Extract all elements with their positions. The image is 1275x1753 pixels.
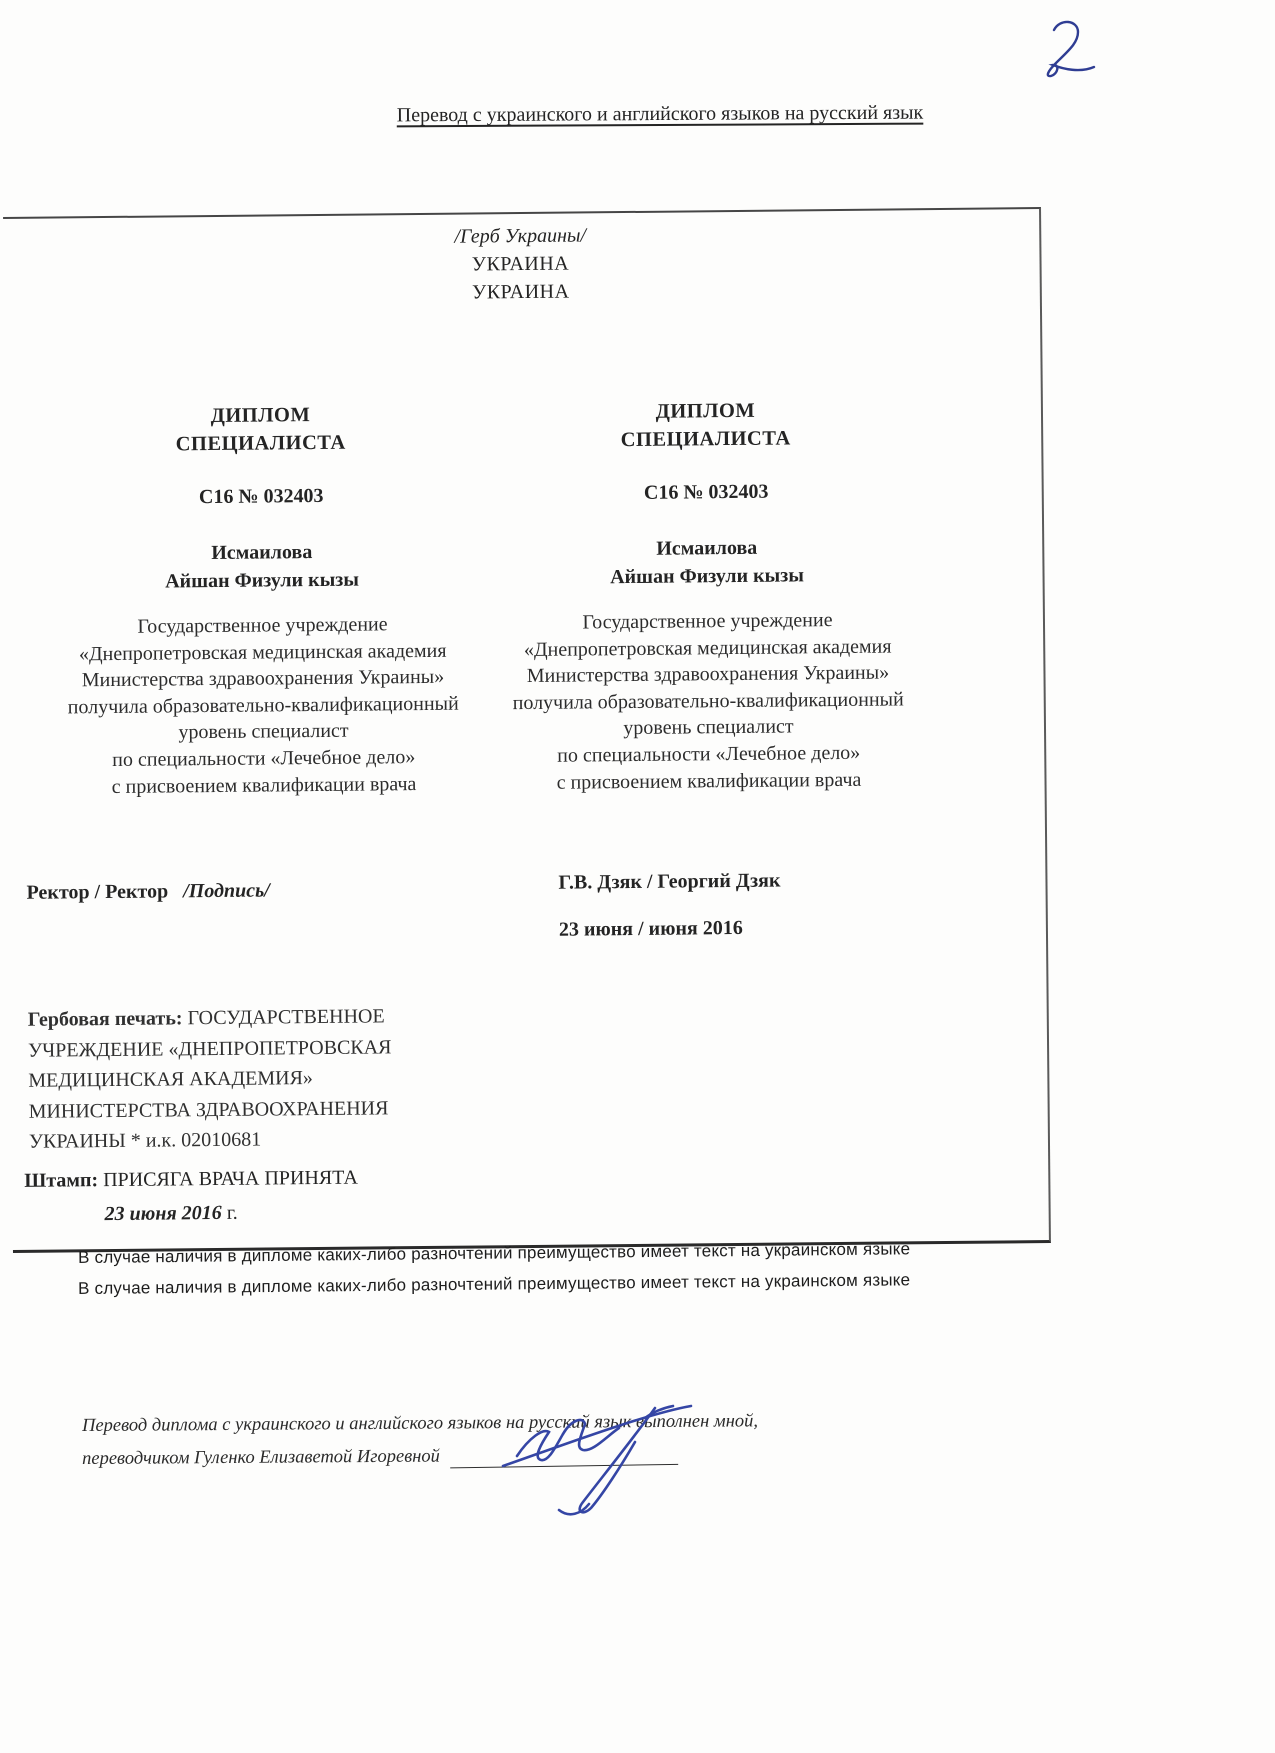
diploma-title-left <box>28 399 494 459</box>
discrepancy-note-1: В случае наличия в дипломе каких-либо разночтений преимущество имеет текст на украинском языке <box>78 1239 911 1267</box>
seal-line-3: МЕДИЦИНСКАЯ АКАДЕМИЯ» <box>28 1067 313 1092</box>
body-line: «Днепропетровская медицинская академия <box>78 639 447 665</box>
translation-direction-text: Перевод с украинского и английского языков на русский язык <box>396 101 924 127</box>
body-line: «Днепропетровская медицинская академия <box>523 635 892 661</box>
holder-name-right <box>474 532 940 592</box>
seal-line-2: УЧРЕЖДЕНИЕ «ДНЕПРОПЕТРОВСКАЯ <box>27 1035 392 1062</box>
diploma-body-left <box>30 610 497 801</box>
holder-surname: Исмаилова <box>656 536 758 560</box>
holder-name-left <box>29 536 495 596</box>
body-line: по специальности «Лечебное дело» <box>557 741 861 767</box>
translator-statement-line-1: Перевод диплома с украинского и английского языков на русский язык выполнен мной, <box>82 1411 759 1436</box>
rector-label: Ректор / Ректор <box>26 880 169 904</box>
rector-name-line: Г.В. Дзяк / Георгий Дзяк <box>558 869 781 894</box>
body-line: с присвоением квалификации врача <box>556 768 862 794</box>
seal-transcription <box>28 1000 479 1157</box>
body-line: по специальности «Лечебное дело» <box>112 746 416 771</box>
signature-rule-line <box>450 1448 678 1469</box>
stamp-date-suffix: г. <box>226 1201 238 1224</box>
stamp-text: ПРИСЯГА ВРАЧА ПРИНЯТА <box>103 1166 358 1192</box>
stamp-transcription <box>24 1167 358 1193</box>
seal-line-5: УКРАИНЫ * и.к. 02010681 <box>28 1128 262 1153</box>
stamp-date: 23 июня 2016 <box>104 1201 222 1226</box>
body-line: уровень специалист <box>623 715 794 740</box>
handwritten-page-number <box>1028 14 1112 92</box>
body-line: уровень специалист <box>178 720 349 744</box>
seal-text: ГОСУДАРСТВЕННОЕ <box>187 1005 385 1030</box>
diploma-title-line-1: ДИПЛОМ <box>210 404 311 428</box>
issue-date-line: 23 июня / июня 2016 <box>558 916 743 941</box>
rector-signature-line <box>26 879 269 904</box>
body-line: получила образовательно-квалификационный <box>67 692 459 719</box>
diploma-title-line-2: СПЕЦИАЛИСТА <box>620 427 791 452</box>
translation-direction-header <box>340 101 980 127</box>
body-line: Государственное учреждение <box>137 613 388 638</box>
stamp-label: Штамп: <box>24 1169 99 1192</box>
diploma-title-line-2: СПЕЦИАЛИСТА <box>175 431 346 456</box>
stamp-date-line <box>105 1202 238 1226</box>
seal-line-1 <box>28 1000 478 1035</box>
translator-statement-line-2 <box>82 1445 678 1470</box>
emblem-block <box>325 220 716 308</box>
translator-name-text: переводчиком Гуленко Елизаветой Игоревной <box>82 1446 440 1469</box>
body-line: Государственное учреждение <box>582 609 833 634</box>
coat-of-arms-note: /Герб Украины/ <box>454 224 587 248</box>
diploma-title-line-1: ДИПЛОМ <box>655 399 756 423</box>
body-line: с присвоением квалификации врача <box>111 772 417 798</box>
seal-line-4: МИНИСТЕРСТВА ЗДРАВООХРАНЕНИЯ <box>28 1096 389 1123</box>
body-line: Министерства здравоохранения Украины» <box>81 665 445 692</box>
seal-label: Гербовая печать: <box>27 1007 183 1031</box>
holder-given-names: Айшан Физули кызы <box>610 564 804 589</box>
discrepancy-note-2: В случае наличия в дипломе каких-либо разночтений преимущество имеет текст на украинском языке <box>78 1270 911 1298</box>
country-name-line-2: УКРАИНА <box>472 280 570 304</box>
diploma-number-right: С16 № 032403 <box>643 480 769 504</box>
body-line: Министерства здравоохранения Украины» <box>526 661 890 688</box>
holder-given-names: Айшан Физули кызы <box>165 568 360 593</box>
diploma-translation-box <box>3 207 1051 1253</box>
diploma-body-right <box>475 606 942 797</box>
signature-placeholder-note: /Подпись/ <box>183 879 270 903</box>
body-line: получила образовательно-квалификационный <box>512 688 904 714</box>
diploma-column-left <box>26 214 491 798</box>
holder-surname: Исмаилова <box>211 541 313 565</box>
diploma-number-left: С16 № 032403 <box>198 484 324 509</box>
country-name-line-1: УКРАИНА <box>471 252 570 276</box>
diploma-title-right <box>473 395 939 455</box>
